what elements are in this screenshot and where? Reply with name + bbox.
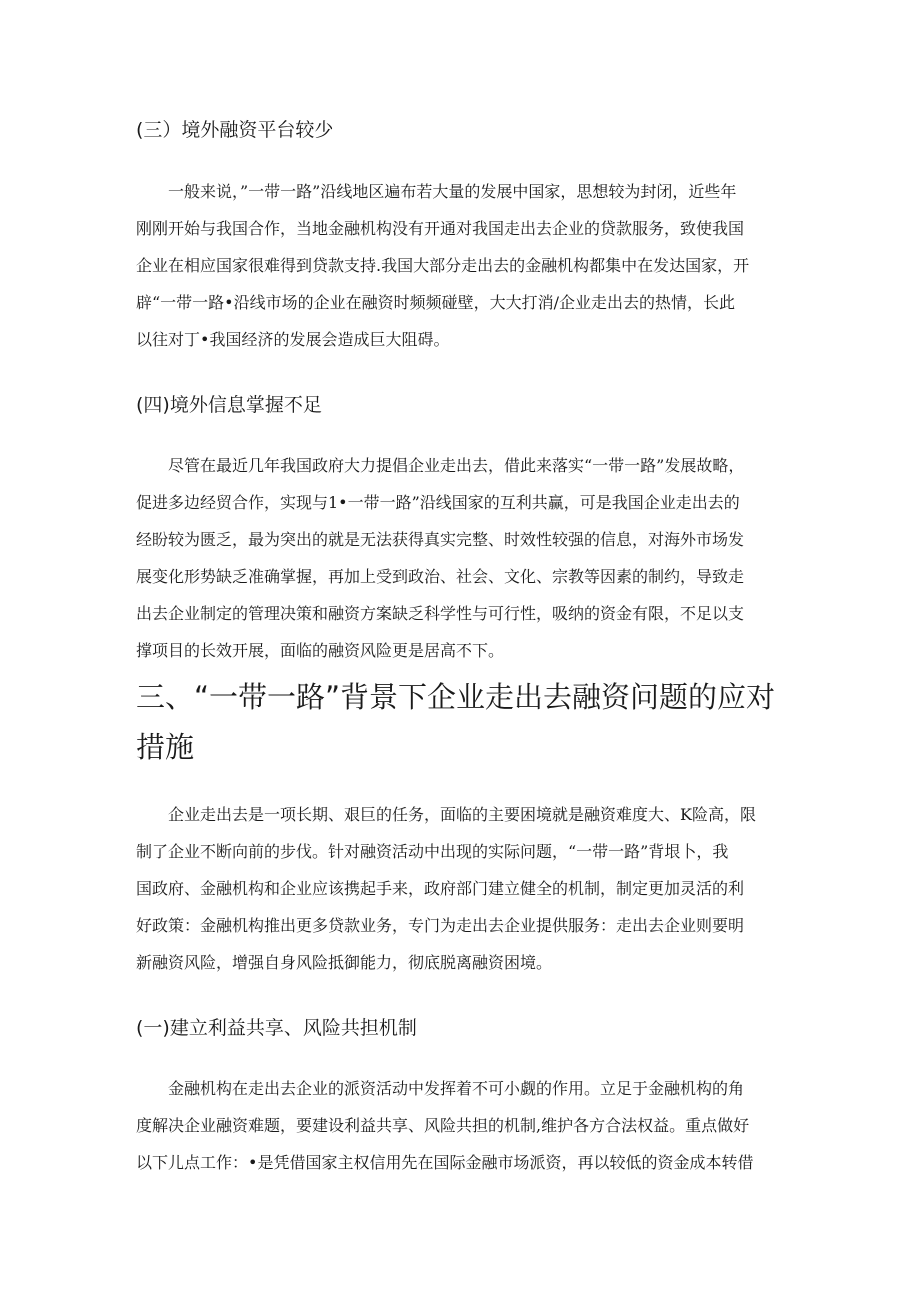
paragraph-line: 以下儿点工作：•是凭借国家主权信用先在国际金融市场派资，再以较低的资金成本转借 — [136, 1153, 754, 1172]
paragraph-line: 度解决企业融资难题，要建设利益共享、风险共担的机制,维护各方合法权益。重点做好 — [136, 1116, 750, 1135]
chapter-heading — [136, 672, 816, 772]
paragraph-line: 金融机构在走出去企业的派资活动中发挥着不可小觑的作用。立足于金融机构的角 — [136, 1079, 745, 1098]
paragraph-line: 辟“一带一路•沿线市场的企业在融资时频频碰壁，大大打消/企业走出去的热情，长此 — [136, 293, 736, 312]
chapter-paragraph — [136, 796, 784, 981]
paragraph-line: 尽管在最近几年我国政府大力提倡企业走出去，借此来落实“一带一路”发展故略， — [136, 456, 745, 475]
section-heading-3: (三）境外融资平台较少 — [136, 119, 334, 141]
paragraph-line: 以往对丁•我国经济的发展会造成巨大阻碍。 — [136, 330, 450, 349]
section-3-paragraph — [136, 173, 784, 358]
chapter-heading-line: 三、“一带一路”背景下企业走出去融资问题的应对 — [136, 680, 776, 714]
paragraph-line: 一般来说，”一带一路”沿线地区遍布若大量的发展中国家，思想较为封闭，近些年 — [136, 182, 737, 201]
section-heading-4: (四)境外信息掌握不足 — [136, 394, 322, 416]
chapter-heading-line: 措施 — [136, 730, 195, 764]
paragraph-line: 展变化形势缺乏准确掌握，再加上受到政治、社会、文化、宗教等因素的制约，导致走 — [136, 567, 745, 586]
section-4-paragraph — [136, 447, 784, 669]
paragraph-line: 企业走出去是一项长期、艰巨的任务，面临的主要困境就是融资难度大、K险高，限 — [136, 805, 756, 824]
paragraph-line: 制了企业不断向前的步伐。针对融资活动中出现的实际问题，“一带一路”背垠卜，我 — [136, 842, 729, 861]
subsection-1-paragraph — [136, 1070, 784, 1181]
paragraph-line: 撑项目的长效开展，面临的融资风险更是居高不下。 — [136, 641, 505, 660]
subsection-heading-1: (一)建立利益共享、风险共担机制 — [136, 1017, 417, 1039]
paragraph-line: 出去企业制定的管理决策和融资方案缺乏科学性与可行性，吸纳的资金有限，不足以支 — [136, 604, 745, 623]
paragraph-line: 国政府、金融机构和企业应该携起手来，政府部门建立健全的机制，制定更加灵活的利 — [136, 879, 745, 898]
paragraph-line: 刚刚开始与我国合作，当地金融机构没有开通对我国走出去企业的贷款服务，致使我国 — [136, 219, 745, 238]
paragraph-line: 企业在相应国家很难得到贷款支持.我国大部分走出去的金融机构都集中在发达国家，开 — [136, 256, 750, 275]
paragraph-line: 促进多边经贸合作，实现与1•一带一路”沿线国家的互利共赢，可是我国企业走出去的 — [136, 493, 740, 512]
paragraph-line: 新融资风险，增强自身风险抵御能力，彻底脱离融资困境。 — [136, 953, 553, 972]
paragraph-line: 经盼较为匮乏，最为突出的就是无法获得真实完整、时效性较强的信息，对海外市场发 — [136, 530, 745, 549]
paragraph-line: 好政策：金融机构推出更多贷款业务，专门为走出去企业提供服务：走出去企业则要明 — [136, 916, 745, 935]
